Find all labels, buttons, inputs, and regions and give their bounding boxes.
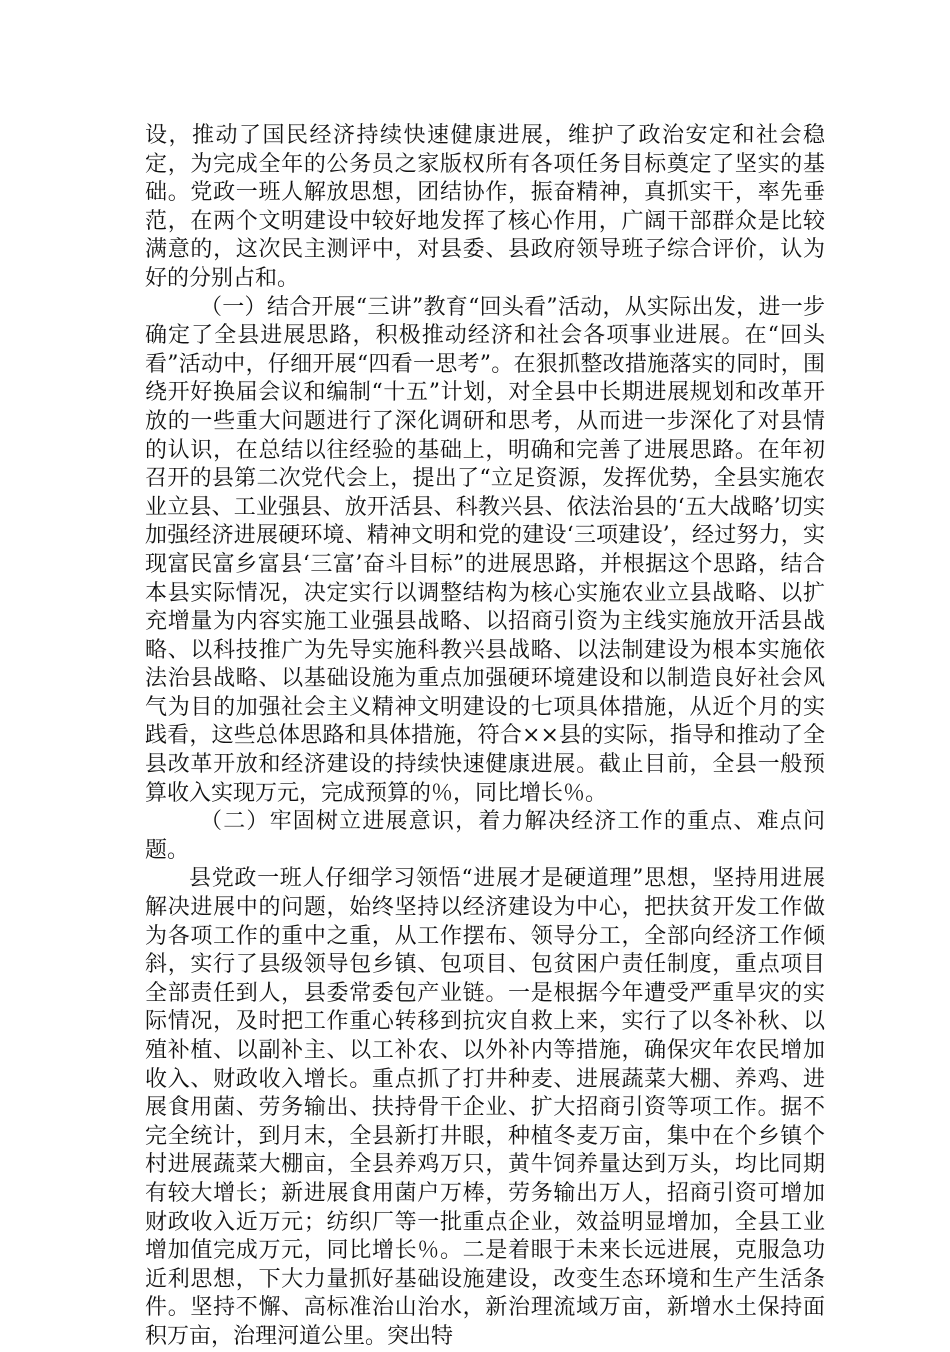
section-heading-1: （一）结合开展“三讲”教育“回头看”活动，从实际出发，进一步确定了全县进展思路，积极推动经济和社会各项事业进展。在“回头看”活动中，仔细开展“四看一思考”。在狠抓整改措施落实的同时，围绕开好换届会议和编制“十五”计划，对全县中长期进展规划和改革开放的一些重大问题进行了深化调研和思考，从而进一步深化了对县情的认识，在总结以往经验的基础上，明确和完善了进展思路。在年初召开的县第二次党代会上，提出了“立足资源，发挥优势，全县实施农业立县、工业强县、放开活县、科教兴县、依法治县的‘五大战略’切实加强经济进展硬环境、精神文明和党的建设‘三项建设’，经过努力，实现富民富乡富县‘三富’奋斗目标”的进展思路，并根据这个思路，结合本县实际情况，决定实行以调整结构为核心实施农业立县战略、以扩充增量为内容实施工业强县战略、以招商引资为主线实施放开活县战略、以科技推广为先导实施科教兴县战略、以法制建设为根本实施依法治县战略、以基础设施为重点加强硬环境建设和以制造良好社会风气为目的加强社会主义精神文明建设的七项具体措施，从近个月的实践看，这些总体思路和具体措施，符合××县的实际，指导和推动了全县改革开放和经济建设的持续快速健康进展。截止目前，全县一般预算收入实现万元，完成预算的％，同比增长％。	[145, 294, 825, 806]
paragraph-body: 县党政一班人仔细学习领悟“进展才是硬道理”思想，坚持用进展解决进展中的问题，始终坚持以经济建设为中心，把扶贫开发工作做为各项工作的重中之重，从工作摆布、领导分工，全部向经济工作倾斜，实行了县级领导包乡镇、包项目、包贫困户责任制度，重点项目全部责任到人，县委常委包产业链。一是根据今年遭受严重旱灾的实际情况，及时把工作重心转移到抗灾自救上来，实行了以冬补秋、以殖补植、以副补主、以工补农、以外补内等措施，确保灾年农民增加收入、财政收入增长。重点抓了打井种麦、进展蔬菜大棚、养鸡、进展食用菌、劳务输出、扶持骨干企业、扩大招商引资等项工作。据不完全统计，到月末，全县新打井眼，种植冬麦万亩，集中在个乡镇个村进展蔬菜大棚亩，全县养鸡万只，黄牛饲养量达到万头，均比同期有较大增长；新进展食用菌户万棒，劳务输出万人，招商引资可增加财政收入近万元；纺织厂等一批重点企业，效益明显增加，全县工业增加值完成万元，同比增长％。二是着眼于未来长远进展，克服急功近利思想，下大力量抓好基础设施建设，改变生态环境和生产生活条件。坚持不懈、高标准治山治水，新治理流域万亩，新增水土保持面积万亩，治理河道公里。突出特	[145, 866, 825, 1349]
document-page	[145, 122, 825, 1352]
paragraph-intro: 设，推动了国民经济持续快速健康进展，维护了政治安定和社会稳定，为完成全年的公务员之家版权所有各项任务目标奠定了坚实的基础。党政一班人解放思想，团结协作，振奋精神，真抓实干，率先垂范，在两个文明建设中较好地发挥了核心作用，广阔干部群众是比较满意的，这次民主测评中，对县委、县政府领导班子综合评价，认为好的分别占和。	[145, 123, 825, 291]
section-heading-2: （二）牢固树立进展意识，着力解决经济工作的重点、难点问题。	[145, 809, 825, 863]
